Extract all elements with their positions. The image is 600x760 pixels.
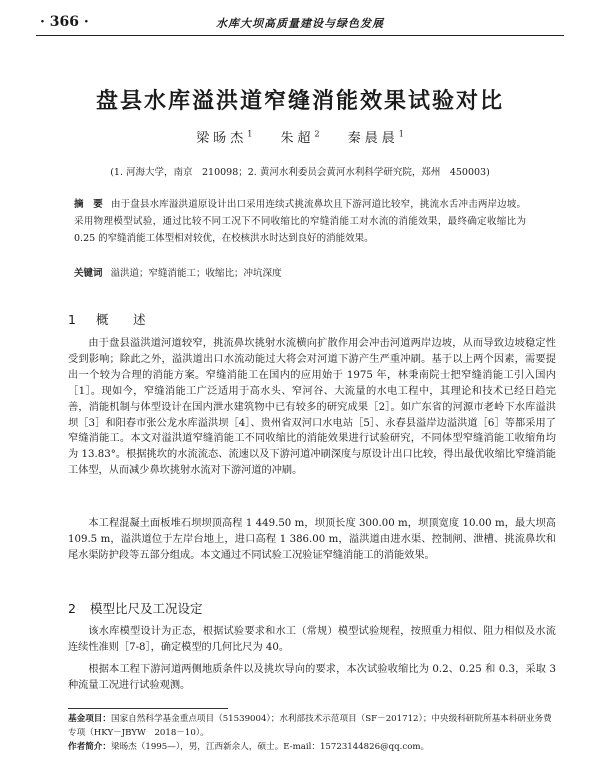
footnote-label: 基金项目： (68, 714, 111, 724)
author-name: 秦晨晨 (347, 131, 399, 146)
abstract-text: 由于盘县水库溢洪道原设计出口采用连续式挑流鼻坎且下游河道比较窄，挑流水舌冲击两岸边坡。采用物理模型试验，通过比较不同工况下不同收缩比的窄缝消能工对水流的消能效果，最终确定收缩比为 0.25 的窄缝消能工体型相对较优，在校核洪水时达到良好的消能效果。 (74, 199, 526, 244)
author-affil-mark: 2 (314, 129, 320, 139)
footnote-fund (68, 712, 556, 740)
author-name: 朱超 (280, 131, 315, 146)
abstract-label: 摘 要 (74, 199, 103, 210)
section-number: 2 (68, 601, 76, 616)
author-list (0, 127, 600, 146)
footnote-author (68, 740, 556, 754)
body-paragraph: 由于盘县溢洪道河道较窄，挑流鼻坎挑射水流横向扩散作用会冲击河道两岸边坡，从而导致边坡稳定性受到影响；除此之外，溢洪道出口水流动能过大将会对河道下游产生严重冲刷。基于以上两个因素，需要提出一个较为合理的消能方案。窄缝消能工在国内的应用始于 1975 年，林秉南院士把窄缝消能工引入国内［1］。现如今，窄缝消能工广泛适用于高水头、窄河谷、大流量的水电工程中，其理论和技术已经日趋完善，消能机制与体型设计在国内泄水建筑物中已有较多的研究成果［2］。如广东省的河源市老岭下水库溢洪坝［3］和阳春市张公龙水库溢洪坝［4］、贵州省双河口水电站［5］、永春县溢岸边溢洪道［6］等都采用了窄缝消能工。本文对溢洪道窄缝消能工不同收缩比的消能效果进行试验研究，不同体型窄缝消能工收缩角均为 13.83°。根据挑坎的水流流态、流速以及下游河道冲刷深度与原设计出口比较，得出最优收缩比窄缝消能工体型，从而减少鼻坎挑射水流对下游河道的冲刷。 (68, 338, 556, 477)
author-2 (280, 131, 319, 146)
section-number: 1 (68, 312, 82, 327)
author-name: 梁旸杰 (196, 131, 248, 146)
affiliations: (1. 河海大学，南京 210098；2. 黄河水利委员会黄河水利科学研究院，郑州 450003) (110, 167, 490, 178)
section-2-heading (68, 599, 202, 617)
author-3 (348, 131, 404, 146)
section-title: 概 述 (95, 312, 152, 327)
footnote-text: 梁旸杰（1995—），男，江西新余人，硕士。E-mail：15723144826@qq.com。 (110, 742, 430, 752)
keywords-label: 关键词 (74, 268, 103, 279)
author-affil-mark: 1 (398, 129, 404, 139)
page-number: · 366 · (40, 14, 89, 30)
header-rule (36, 35, 564, 36)
running-title: 水库大坝高质量建设与绿色发展 (216, 17, 384, 30)
body-paragraph: 该水库模型设计为正态，根据试验要求和水工（常规）模型试验规程，按照重力相似、阻力相似及水流连续性准则［7-8］，确定模型的几何比尺为 40。 (68, 626, 556, 653)
footnote-label: 作者简介： (68, 742, 111, 752)
section-title: 模型比尺及工况设定 (89, 601, 203, 616)
paper-title: 盘县水库溢洪道窄缝消能效果试验对比 (95, 89, 504, 114)
body-paragraph: 本工程混凝土面板堆石坝坝顶高程 1 449.50 m，坝顶长度 300.00 m，坝顶宽度 10.00 m，最大坝高 109.5 m，溢洪道位于左岸台地上，进口高程 1 386.00 m，溢洪道由进水渠、控制闸、泄槽、挑流鼻坎和尾水渠防护段等五部分组成。本文通过不同试验工况验证窄缝消能工的消能效果。 (68, 518, 556, 561)
body-paragraph: 根据本工程下游河道两侧地质条件以及挑坎导向的要求，本次试验收缩比为 0.2、0.25 和 0.3，采取 3 种流量工况进行试验观测。 (68, 664, 556, 691)
section-1-heading (68, 310, 151, 328)
keywords (74, 265, 526, 279)
abstract (74, 196, 526, 247)
footnote-rule (68, 708, 228, 709)
keywords-text: 溢洪道；窄缝消能工；收缩比；冲坑深度 (110, 268, 282, 279)
footnote-text: 国家自然科学基金重点项目（51539004）；水利部技术示范项目（SF－201712）；中央级科研院所基本科研业务费专项（HKY－JBYW 2018－10）。 (68, 714, 552, 738)
author-affil-mark: 1 (247, 129, 253, 139)
author-1 (196, 131, 252, 146)
page-header (36, 10, 564, 34)
